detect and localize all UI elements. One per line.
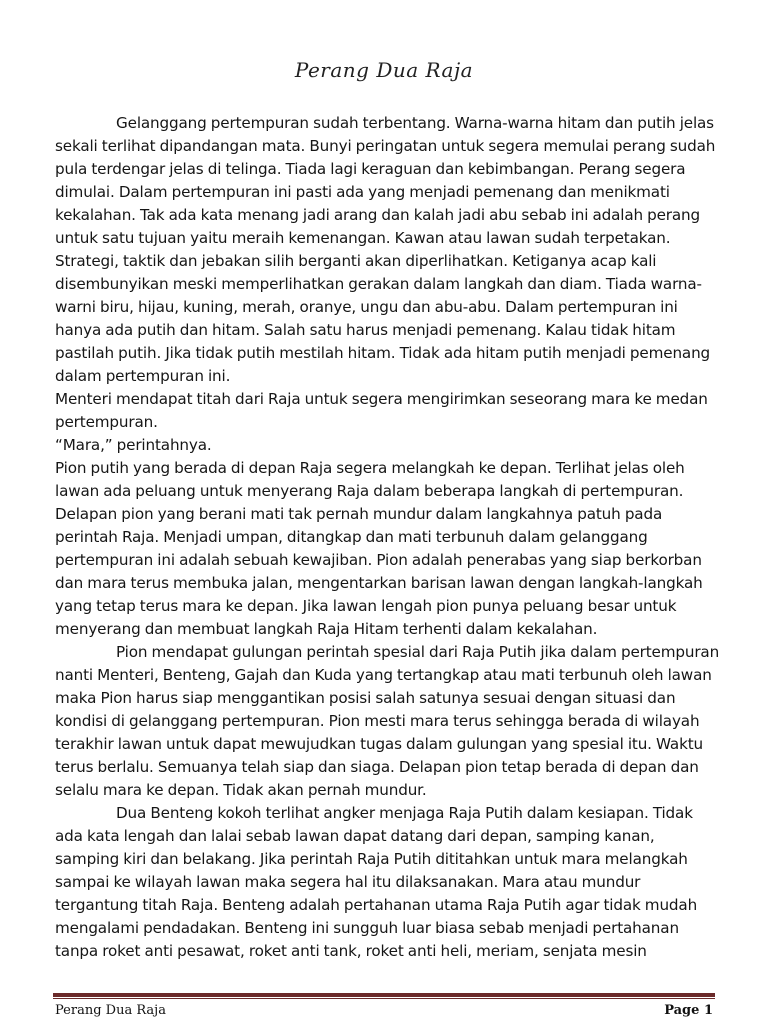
document-title: Perang Dua Raja — [294, 58, 474, 82]
paragraph-4: Pion putih yang berada di depan Raja segera melangkah ke depan. Terlihat jelas oleh lawan ada peluang untuk menyerang Raja dalam beberapa langkah di pertempuran. Delapan pion yang berani mati tak pernah mundur dalam langkahnya patuh pada perintah Raja. Menjadi umpan, ditangkap dan mati terbunuh dalam gelanggang pertempuran ini adalah sebuah kewajiban. Pion adalah penerabas yang siap berkorban dan mara terus membuka jalan, mengentarkan barisan lawan dengan langkah-langkah yang tetap terus mara ke depan. Jika lawan lengah pion punya peluang besar untuk menyerang dan membuat langkah Raja Hitam terhenti dalam kekalahan. — [55, 459, 703, 638]
footer-divider-thin — [53, 998, 715, 999]
footer-divider — [53, 993, 715, 997]
document-body — [55, 112, 720, 963]
paragraph-6: Dua Benteng kokoh terlihat angker menjaga Raja Putih dalam kesiapan. Tidak ada kata lengah dan lalai sebab lawan dapat datang dari depan, samping kanan, samping kiri dan belakang. Jika perintah Raja Putih dititahkan untuk mara melangkah sampai ke wilayah lawan maka segera hal itu dilaksanakan. Mara atau mundur tergantung titah Raja. Benteng adalah pertahanan utama Raja Putih agar tidak mudah mengalami pendadakan. Benteng ini sungguh luar biasa sebab menjadi pertahanan tanpa roket anti pesawat, roket anti tank, roket anti heli, meriam, senjata mesin — [55, 804, 698, 960]
footer-page-number: Page 1 — [664, 1003, 713, 1018]
paragraph-1: Gelanggang pertempuran sudah terbentang. Warna-warna hitam dan putih jelas sekali terlihat dipandangan mata. Bunyi peringatan untuk segera memulai perang sudah pula terdengar jelas di telinga. Tiada lagi keraguan dan kebimbangan. Perang segera dimulai. Dalam pertempuran ini pasti ada yang menjadi pemenang dan menikmati kekalahan. Tak ada kata menang jadi arang dan kalah jadi abu sebab ini adalah perang untuk satu tujuan yaitu meraih kemenangan. Kawan atau lawan sudah terpetakan. Strategi, taktik dan jebakan silih berganti akan diperlihatkan. Ketiganya acap kali disembunyikan meski memperlihatkan gerakan dalam langkah dan diam. Tiada warna-warni biru, hijau, kuning, merah, oranye, ungu dan abu-abu. Dalam pertempuran ini hanya ada putih dan hitam. Salah satu harus menjadi pemenang. Kalau tidak hitam pastilah putih. Jika tidak putih mestilah hitam. Tidak ada hitam putih menjadi pemenang dalam pertempuran ini. — [55, 114, 716, 385]
footer-document-title: Perang Dua Raja — [55, 1003, 166, 1018]
paragraph-3: “Mara,” perintahnya. — [55, 436, 212, 454]
paragraph-2: Menteri mendapat titah dari Raja untuk segera mengirimkan seseorang mara ke medan pertempuran. — [55, 390, 708, 431]
paragraph-5: Pion mendapat gulungan perintah spesial dari Raja Putih jika dalam pertempuran nanti Menteri, Benteng, Gajah dan Kuda yang tertangkap atau mati terbunuh oleh lawan maka Pion harus siap menggantikan posisi salah satunya sesuai dengan situasi dan kondisi di gelanggang pertempuran. Pion mesti mara terus sehingga berada di wilayah terakhir lawan untuk dapat mewujudkan tugas dalam gulungan yang spesial itu. Waktu terus berlalu. Semuanya telah siap dan siaga. Delapan pion tetap berada di depan dan selalu mara ke depan. Tidak akan pernah mundur. — [55, 643, 720, 799]
